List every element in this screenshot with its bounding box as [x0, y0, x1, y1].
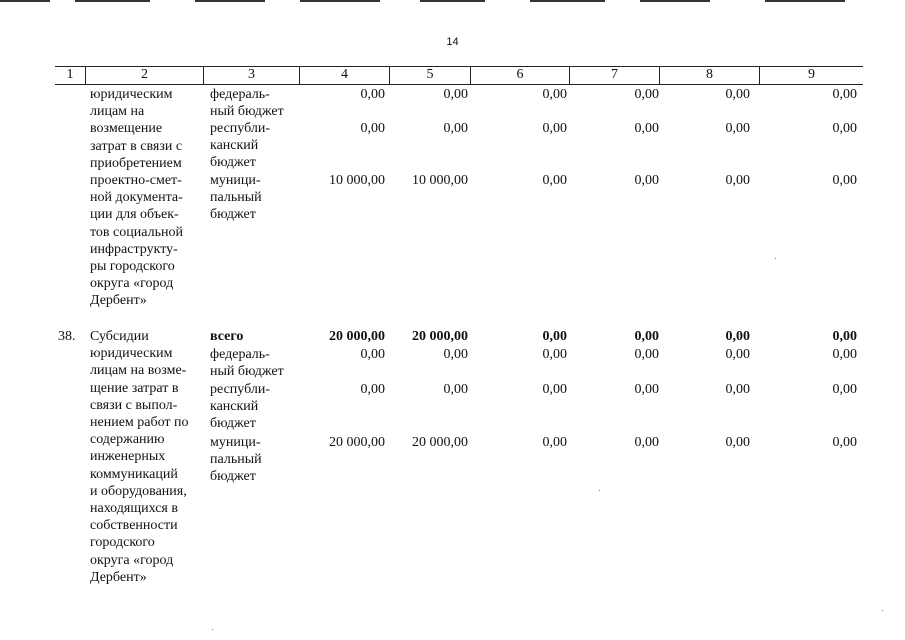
funding-source-line: ный бюджет [210, 364, 284, 380]
funding-source-line: ный бюджет [210, 104, 284, 120]
top-rule [75, 0, 150, 2]
amount-cell: 0,00 [542, 347, 567, 362]
amount-cell: 0,00 [634, 347, 659, 362]
description-line: нением работ по [90, 415, 189, 430]
top-rule [0, 0, 50, 2]
amount-cell: 0,00 [832, 435, 857, 450]
top-rule [640, 0, 710, 2]
column-header: 1 [66, 67, 74, 82]
column-header-row [55, 66, 863, 85]
amount-cell: 0,00 [443, 87, 468, 102]
scan-speck [599, 490, 600, 491]
amount-cell: 0,00 [832, 347, 857, 362]
column-header: 4 [299, 67, 389, 84]
amount-cell: 20 000,00 [412, 435, 468, 450]
scan-speck [882, 610, 883, 611]
funding-source-line: канский [210, 399, 259, 415]
amount-cell: 0,00 [725, 87, 750, 102]
description-line: Дербент» [90, 569, 147, 585]
amount-cell: 0,00 [542, 87, 567, 102]
scan-speck [775, 258, 776, 259]
funding-source-line: пальный [210, 190, 262, 206]
funding-source-line: республи- [210, 121, 270, 136]
funding-source-line: республи- [210, 382, 270, 397]
column-header: 9 [759, 67, 863, 84]
amount-cell: 0,00 [725, 382, 750, 397]
amount-cell: 0,00 [634, 87, 659, 102]
description-line: инженерных [90, 449, 166, 465]
amount-cell: 0,00 [725, 121, 750, 136]
description-line: ры городского [90, 259, 175, 274]
description-line: юридическим [90, 87, 173, 102]
description-line: и оборудования, [90, 483, 187, 499]
amount-cell: 0,00 [634, 329, 659, 344]
amount-cell: 20 000,00 [329, 435, 385, 450]
amount-cell: 0,00 [832, 121, 857, 136]
funding-source-line: бюджет [210, 469, 256, 485]
description-line: связи с выпол- [90, 397, 178, 413]
funding-source-line: бюджет [210, 207, 256, 223]
column-header: 3 [203, 67, 299, 84]
amount-cell: 0,00 [725, 435, 750, 450]
amount-cell: 20 000,00 [412, 329, 468, 344]
amount-cell: 0,00 [360, 87, 385, 102]
description-line: лицам на возме- [90, 363, 187, 379]
amount-cell: 0,00 [542, 435, 567, 450]
amount-cell: 0,00 [634, 173, 659, 188]
funding-source-line: бюджет [210, 155, 256, 171]
funding-source-line: федераль- [210, 347, 270, 362]
column-header: 7 [569, 67, 659, 84]
description-line: округа «город [90, 552, 174, 568]
funding-source-line: пальный [210, 452, 262, 468]
top-rule [195, 0, 265, 2]
column-header: 8 [659, 67, 759, 84]
description-line: возмещение [90, 121, 163, 137]
description-line: округа «город [90, 276, 174, 292]
amount-cell: 0,00 [542, 329, 567, 344]
description-line: ции для объек- [90, 207, 179, 223]
description-line: инфраструкту- [90, 241, 178, 257]
description-line: содержанию [90, 432, 165, 448]
amount-cell: 0,00 [634, 382, 659, 397]
funding-source-line: муници- [210, 435, 261, 450]
description-line: тов социальной [90, 224, 183, 240]
amount-cell: 0,00 [634, 121, 659, 136]
description-line: приобретением [90, 155, 182, 171]
top-rule [765, 0, 845, 2]
description-line: щение затрат в [90, 380, 179, 396]
scan-speck [212, 629, 213, 630]
amount-cell: 0,00 [360, 121, 385, 136]
amount-cell: 0,00 [360, 347, 385, 362]
amount-cell: 0,00 [443, 382, 468, 397]
amount-cell: 0,00 [443, 121, 468, 136]
description-line: лицам на [90, 104, 145, 120]
column-header: 6 [470, 67, 569, 84]
amount-cell: 0,00 [634, 435, 659, 450]
funding-source-line: всего [210, 329, 244, 344]
amount-cell: 0,00 [542, 173, 567, 188]
description-line: городского [90, 535, 155, 551]
description-line: юридическим [90, 346, 173, 362]
description-line: собственности [90, 518, 178, 534]
amount-cell: 0,00 [832, 87, 857, 102]
top-rule [300, 0, 380, 2]
funding-source-line: бюджет [210, 416, 256, 432]
page-number: 14 [446, 36, 459, 48]
funding-source-line: муници- [210, 173, 261, 188]
amount-cell: 10 000,00 [329, 173, 385, 188]
amount-cell: 0,00 [725, 347, 750, 362]
funding-source-line: канский [210, 138, 259, 154]
column-header: 2 [85, 67, 203, 84]
top-rule [530, 0, 605, 2]
amount-cell: 10 000,00 [412, 173, 468, 188]
amount-cell: 0,00 [542, 382, 567, 397]
amount-cell: 0,00 [360, 382, 385, 397]
amount-cell: 0,00 [832, 173, 857, 188]
amount-cell: 0,00 [542, 121, 567, 136]
amount-cell: 0,00 [725, 173, 750, 188]
description-line: Субсидии [90, 329, 149, 344]
description-line: проектно-смет- [90, 173, 182, 188]
description-line: находящихся в [90, 501, 178, 516]
amount-cell: 20 000,00 [329, 329, 385, 344]
description-line: затрат в связи с [90, 138, 183, 154]
amount-cell: 0,00 [832, 382, 857, 397]
funding-source-line: федераль- [210, 87, 270, 102]
top-rule [420, 0, 485, 2]
column-header: 5 [389, 67, 470, 84]
description-line: ной документа- [90, 190, 183, 206]
amount-cell: 0,00 [443, 347, 468, 362]
description-line: коммуникаций [90, 466, 178, 482]
row-number: 38. [58, 329, 76, 344]
amount-cell: 0,00 [725, 329, 750, 344]
description-line: Дербент» [90, 293, 147, 309]
amount-cell: 0,00 [832, 329, 857, 344]
